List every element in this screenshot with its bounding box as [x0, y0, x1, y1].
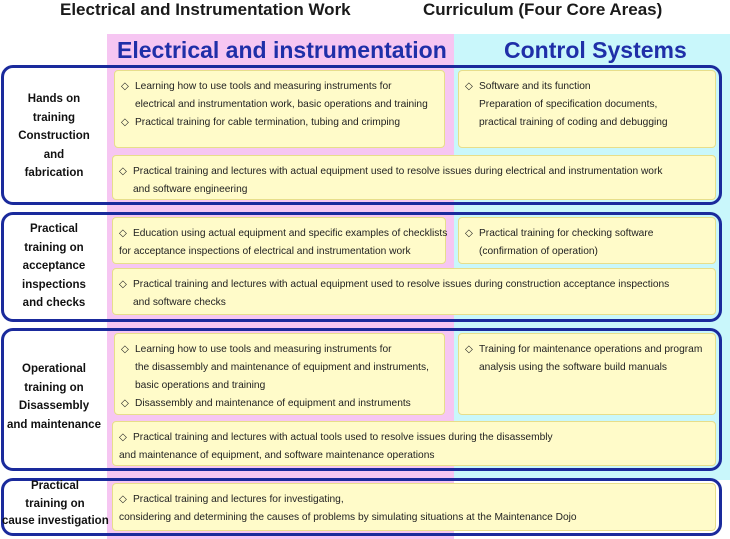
- list-item: ◇ Software and its function: [465, 78, 715, 96]
- diamond-bullet-icon: ◇: [465, 228, 473, 239]
- diamond-bullet-icon: ◇: [121, 344, 129, 355]
- section-label-disassembly: Operational training on Disassembly and maintenance: [7, 363, 101, 431]
- hands-on-electrical-box: ◇ Learning how to use tools and measuring instruments for electrical and instrumentation work, basic operations and training ◇ Practical training for cable termination, tubing and crimping: [114, 70, 445, 148]
- diamond-bullet-icon: ◇: [465, 81, 473, 92]
- diamond-bullet-icon: ◇: [119, 494, 127, 505]
- section-label-cause-investigation: Practical training on cause investigation: [2, 480, 109, 527]
- diamond-bullet-icon: ◇: [119, 166, 127, 177]
- diamond-bullet-icon: ◇: [119, 279, 127, 290]
- list-item: ◇ Learning how to use tools and measuring instruments for: [121, 78, 444, 96]
- section-label-hands-on: Hands on training Construction and fabrication: [18, 93, 90, 179]
- acceptance-shared-box: ◇ Practical training and lectures with actual equipment used to resolve issues during construction acceptance inspections and software checks: [112, 268, 716, 315]
- diamond-bullet-icon: ◇: [119, 228, 127, 239]
- hands-on-control-box: ◇ Software and its function Preparation of specification documents, practical training of coding and debugging: [458, 70, 716, 148]
- hands-on-shared-box: ◇ Practical training and lectures with actual equipment used to resolve issues during electrical and instrumentation work and software engineering: [112, 155, 716, 200]
- page-title-left: Electrical and Instrumentation Work: [60, 0, 351, 19]
- page-title-right: Curriculum (Four Core Areas): [423, 0, 663, 19]
- diamond-bullet-icon: ◇: [465, 344, 473, 355]
- list-item: ◇ Education using actual equipment and specific examples of checklists: [119, 225, 445, 243]
- diamond-bullet-icon: ◇: [121, 81, 129, 92]
- list-item: ◇ Practical training for checking software: [465, 225, 715, 243]
- column-heading-electrical: Electrical and instrumentation: [117, 37, 447, 63]
- disassembly-control-box: ◇ Training for maintenance operations and program analysis using the software build manuals: [458, 333, 716, 415]
- column-heading-control-systems: Control Systems: [504, 37, 687, 63]
- list-item: ◇ Practical training for cable termination, tubing and crimping: [121, 114, 444, 132]
- section-label-acceptance: Practical training on acceptance inspections and checks: [22, 223, 86, 309]
- list-item: ◇ Disassembly and maintenance of equipment and instruments: [121, 395, 444, 413]
- list-item: ◇ Training for maintenance operations and program: [465, 341, 715, 359]
- cause-investigation-box: ◇ Practical training and lectures for investigating, considering and determining the causes of problems by simulating situations at the Maintenance Dojo: [112, 483, 716, 531]
- acceptance-electrical-box: ◇ Education using actual equipment and specific examples of checklists for acceptance inspections of electrical and instrumentation work: [112, 217, 446, 264]
- disassembly-electrical-box: ◇ Learning how to use tools and measuring instruments for the disassembly and maintenance of equipment and instruments, basic operations and training ◇ Disassembly and maintenance of equipment and instruments: [114, 333, 445, 415]
- disassembly-shared-box: ◇ Practical training and lectures with actual tools used to resolve issues during the disassembly and maintenance of equipment, and software maintenance operations: [112, 421, 716, 466]
- acceptance-control-box: ◇ Practical training for checking software (confirmation of operation): [458, 217, 716, 264]
- list-item: ◇ Learning how to use tools and measuring instruments for: [121, 341, 444, 359]
- diamond-bullet-icon: ◇: [121, 117, 129, 128]
- diamond-bullet-icon: ◇: [119, 432, 127, 443]
- diamond-bullet-icon: ◇: [121, 398, 129, 409]
